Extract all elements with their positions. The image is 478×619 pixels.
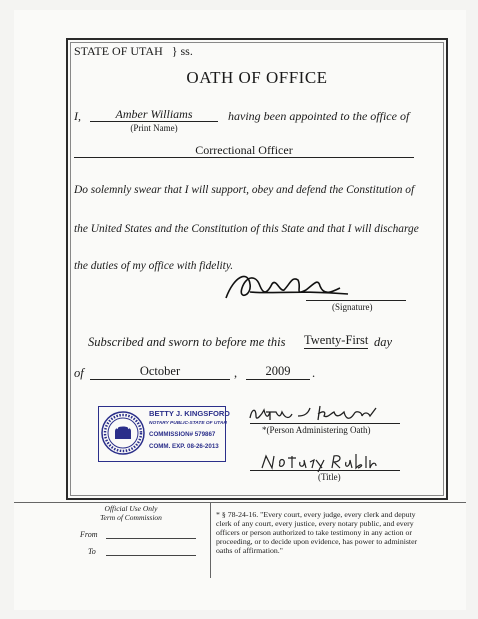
stamp-title: NOTARY PUBLIC-STATE OF UTAH xyxy=(149,421,227,426)
administering-line xyxy=(250,423,400,424)
signature-label: (Signature) xyxy=(332,302,373,312)
title-line xyxy=(250,470,400,471)
sworn-day-value: Twenty-First xyxy=(304,333,369,347)
document-page xyxy=(14,10,466,610)
footer-divider xyxy=(14,502,466,503)
state-label: STATE OF UTAH xyxy=(74,44,163,58)
notary-stamp xyxy=(98,406,230,462)
page-title: OATH OF OFFICE xyxy=(186,68,328,87)
state-header xyxy=(74,44,193,59)
ss-label: } ss. xyxy=(171,44,193,58)
officer-name-value: Amber Williams xyxy=(90,107,218,122)
appointed-text: having been appointed to the office of xyxy=(228,109,410,123)
office-value: Correctional Officer xyxy=(74,143,414,158)
administering-label: *(Person Administering Oath) xyxy=(262,425,371,435)
oath-line-2: the United States and the Constitution of this State and that I will discharge xyxy=(74,223,419,235)
of-word: of xyxy=(74,366,84,380)
oath-line-3: the duties of my office with fidelity. xyxy=(74,260,234,272)
from-label: From xyxy=(80,530,98,539)
print-name-label: (Print Name) xyxy=(130,123,178,133)
sworn-text: Subscribed and sworn to before me this xyxy=(88,335,286,349)
stamp-commission: COMMISSION# 579867 xyxy=(149,431,216,438)
signature-line xyxy=(306,300,406,301)
notary-seal-icon xyxy=(101,409,147,457)
day-word: day xyxy=(374,335,393,349)
sworn-month-value: October xyxy=(90,364,230,380)
oath-line-1: Do solemnly swear that I will support, obey and defend the Constitution of xyxy=(74,184,415,196)
stamp-expiry: COMM. EXP. 08-26-2013 xyxy=(149,443,219,450)
date-period: . xyxy=(312,366,316,380)
official-use-label: Official Use Only xyxy=(104,504,158,513)
officer-prefix: I, xyxy=(74,109,81,123)
date-comma: , xyxy=(234,366,238,380)
sworn-year-value: 2009 xyxy=(246,364,310,380)
title-label: (Title) xyxy=(318,472,341,482)
footer-vertical-divider xyxy=(210,502,211,578)
stamp-name: BETTY J. KINGSFORD xyxy=(149,409,230,418)
to-line[interactable] xyxy=(106,555,196,556)
to-label: To xyxy=(88,547,96,556)
statute-text: * § 78-24-16. "Every court, every judge, every clerk and deputy clerk of any court, every justice, every notary public, and every officers or person authorized to take testimony in any action or proceeding, or to decide upon evidence, has power to administer oaths of affirmation." xyxy=(216,510,418,555)
from-line[interactable] xyxy=(106,538,196,539)
term-label: Term of Commission xyxy=(100,513,162,522)
